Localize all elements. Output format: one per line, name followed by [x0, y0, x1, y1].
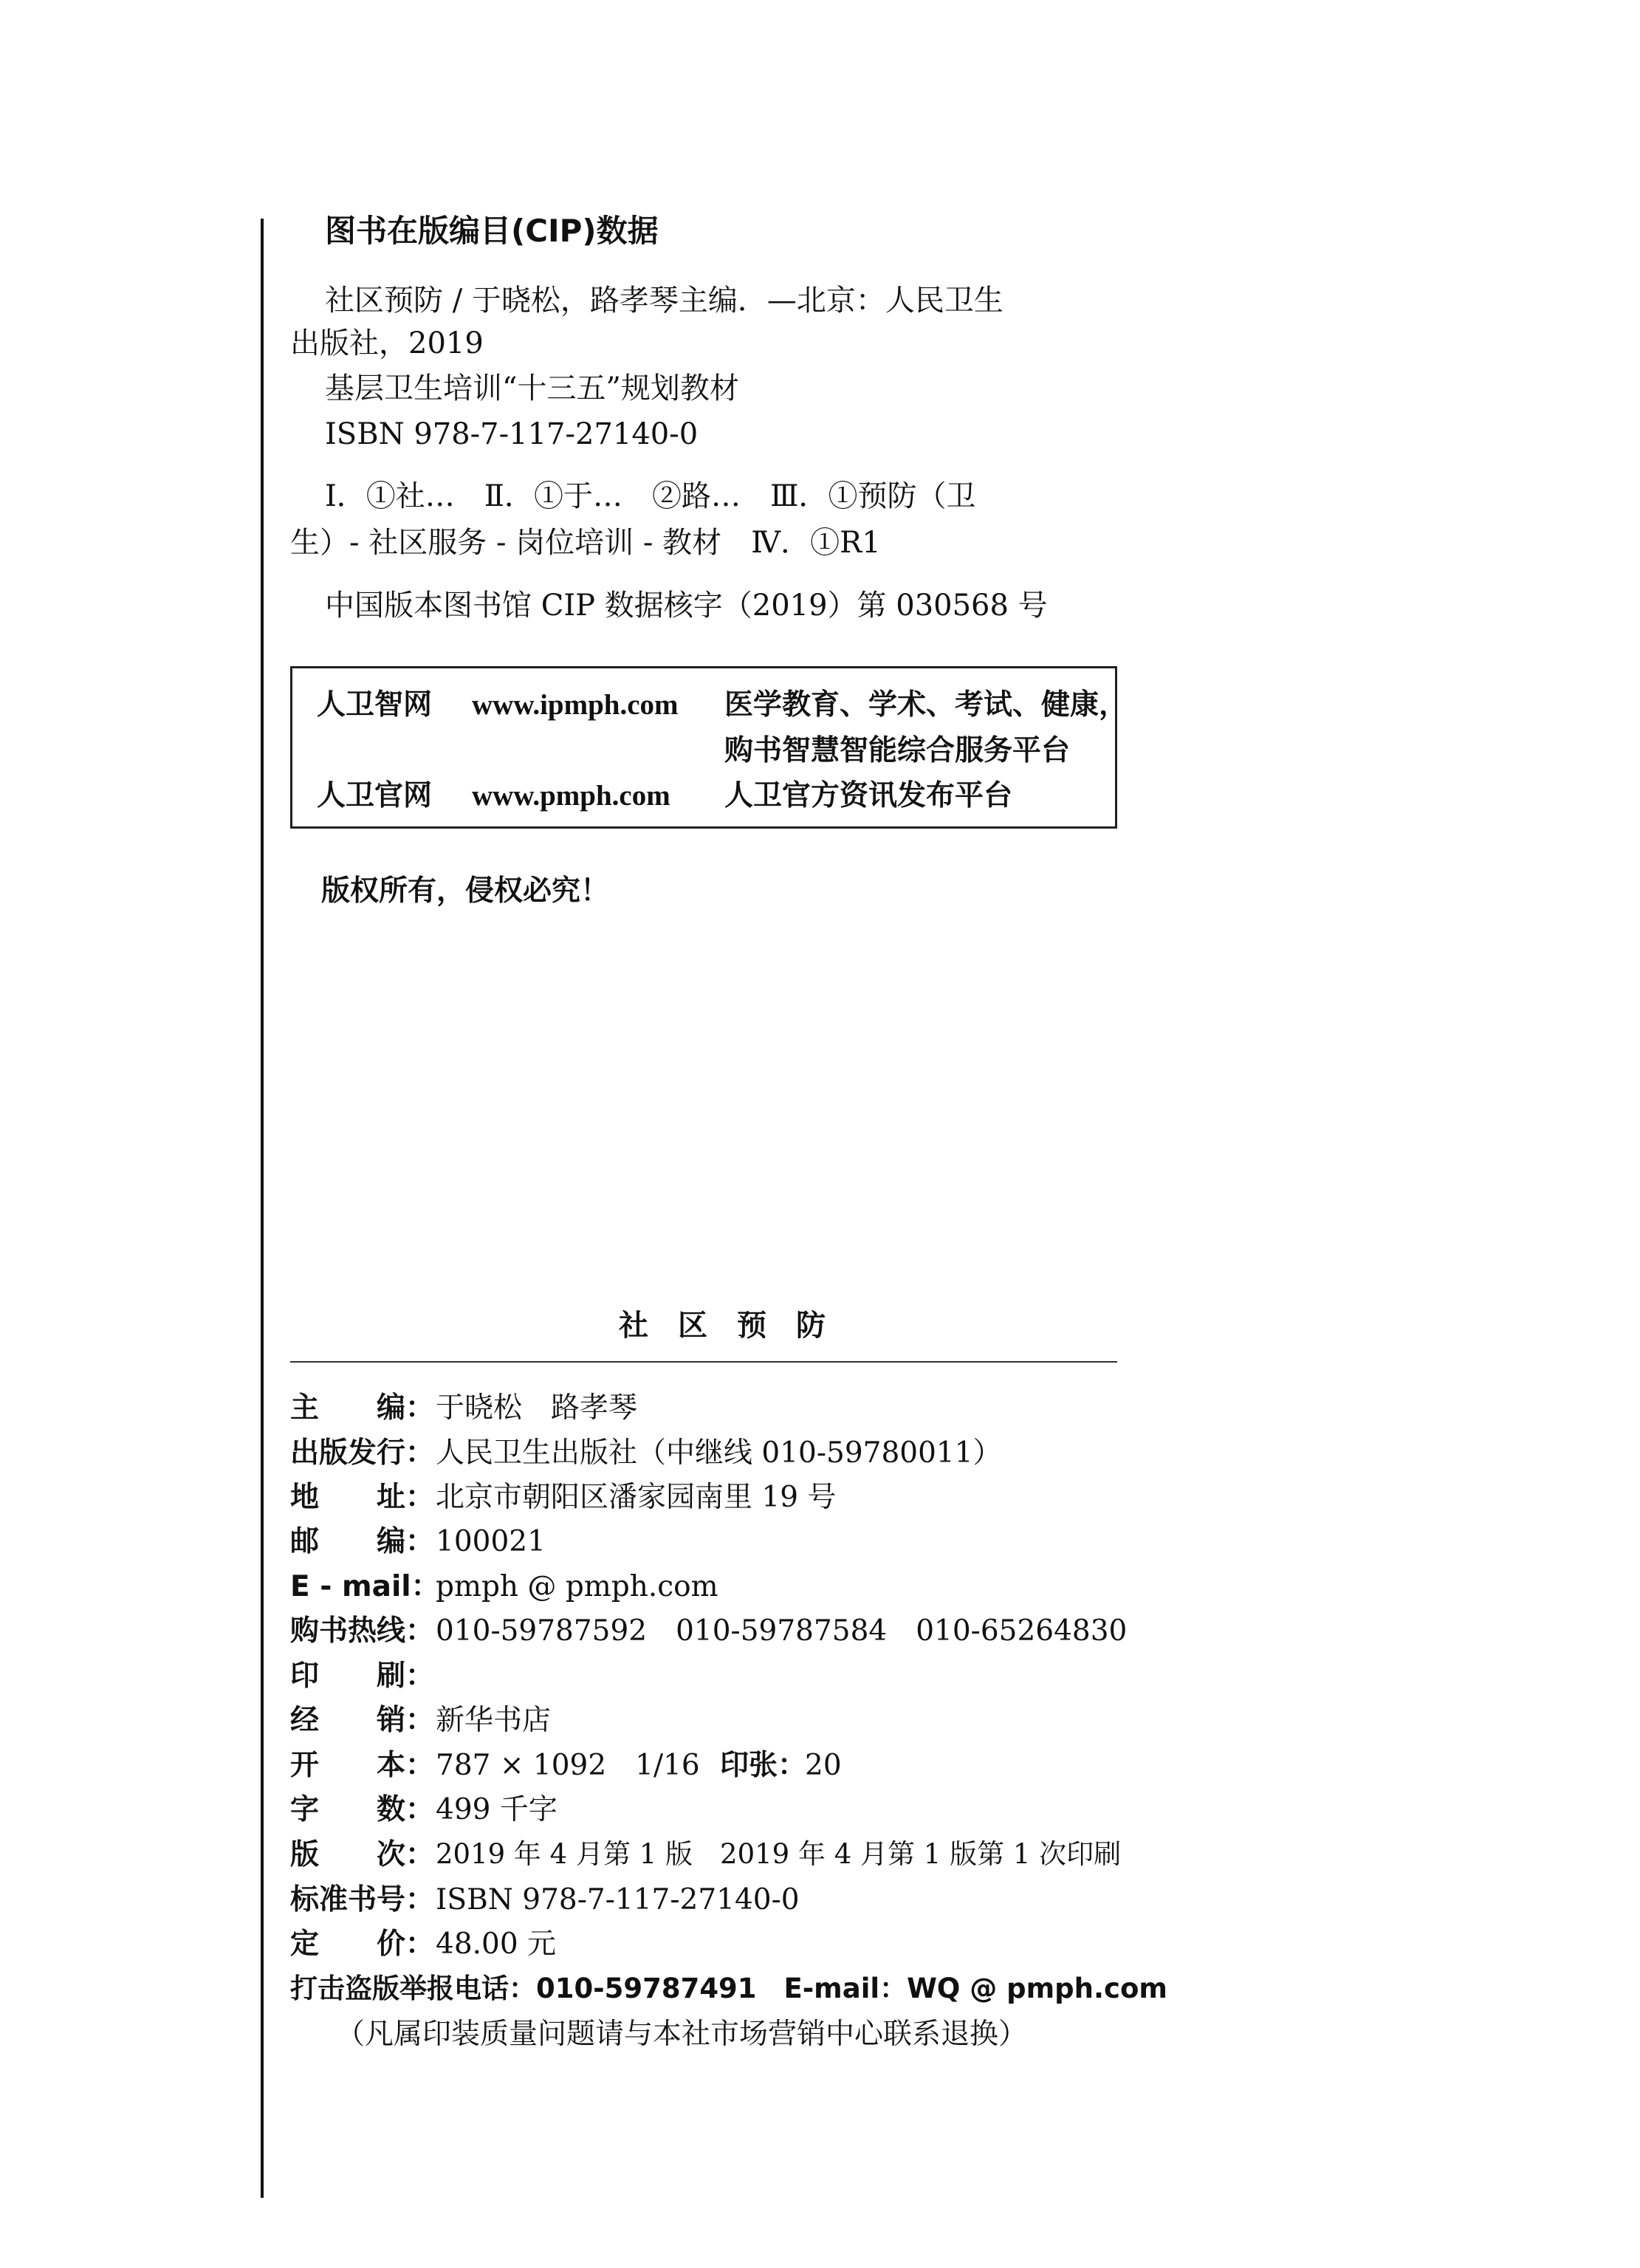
site-url[interactable]: www.pmph.com [472, 780, 670, 812]
cip-line: 生）- 社区服务 - 岗位培训 - 教材 Ⅳ．①R1 [290, 526, 881, 560]
isbn-value: ISBN 978-7-117-27140-0 [436, 1883, 800, 1916]
copyright-notice: 版权所有，侵权必究！ [321, 874, 610, 908]
price-label: 定 价： [290, 1928, 435, 1961]
site-name: 人卫官网 [317, 779, 433, 812]
site-desc: 人卫官方资讯发布平台 [724, 779, 1013, 812]
cip-line: 基层卫生培训“十三五”规划教材 [325, 371, 739, 405]
cip-title: 图书在版编目(CIP)数据 [325, 213, 659, 249]
postcode-value: 100021 [436, 1525, 546, 1558]
price-value: 48.00 元 [436, 1928, 557, 1961]
sheets-value: 20 [805, 1749, 842, 1782]
edition-value: 2019 年 4 月第 1 版 2019 年 4 月第 1 版第 1 次印刷 [436, 1838, 1122, 1870]
format-value: 787 × 1092 1/16 [436, 1749, 700, 1782]
cip-line: 出版社，2019 [290, 326, 484, 360]
postcode-label: 邮 编： [290, 1525, 435, 1558]
email-value: pmph @ pmph.com [436, 1570, 718, 1603]
website-box [290, 666, 1128, 829]
words-label: 字 数： [290, 1793, 435, 1826]
publisher-label: 出版发行： [290, 1436, 435, 1470]
hotline-value: 010-59787592 010-59787584 010-65264830 [436, 1614, 1128, 1648]
editor-label: 主 编： [290, 1391, 435, 1425]
isbn-label: 标准书号： [290, 1883, 435, 1916]
sheets-label: 印张： [720, 1749, 807, 1782]
address-value: 北京市朝阳区潘家园南里 19 号 [436, 1481, 837, 1514]
cip-line: 中国版本图书馆 CIP 数据核字（2019）第 030568 号 [325, 589, 1048, 623]
cip-line: ISBN 978-7-117-27140-0 [325, 417, 699, 451]
site-desc: 购书智慧智能综合服务平台 [724, 734, 1071, 767]
hotline-label: 购书热线： [290, 1614, 435, 1648]
format-label: 开 本： [290, 1749, 435, 1782]
words-value: 499 千字 [436, 1793, 557, 1826]
cip-line: 社区预防 / 于晓松，路孝琴主编．—北京：人民卫生 [325, 284, 1003, 318]
divider [290, 1361, 1117, 1363]
printer-label: 印 刷： [290, 1659, 435, 1693]
site-name: 人卫智网 [317, 688, 433, 722]
distributor-value: 新华书店 [436, 1704, 552, 1737]
publisher-value: 人民卫生出版社（中继线 010-59780011） [436, 1436, 1002, 1470]
editor-value: 于晓松 路孝琴 [436, 1391, 638, 1425]
address-label: 地 址： [290, 1481, 435, 1514]
distributor-label: 经 销： [290, 1704, 435, 1737]
book-title: 社 区 预 防 [619, 1309, 826, 1343]
edition-label: 版 次： [290, 1838, 435, 1871]
margin-rule [261, 219, 264, 2198]
site-desc: 医学教育、学术、考试、健康， [724, 688, 1128, 722]
cip-line: Ⅰ．①社… Ⅱ．①于… ②路… Ⅲ．①预防（卫 [325, 479, 976, 513]
email-label: E - mail： [290, 1570, 440, 1603]
site-url[interactable]: www.ipmph.com [472, 689, 679, 721]
quality-note: （凡属印装质量问题请与本社市场营销中心联系退换） [336, 2018, 1028, 2051]
piracy-hotline: 打击盗版举报电话：010-59787491 E-mail：WQ @ pmph.com [290, 1973, 1167, 2004]
